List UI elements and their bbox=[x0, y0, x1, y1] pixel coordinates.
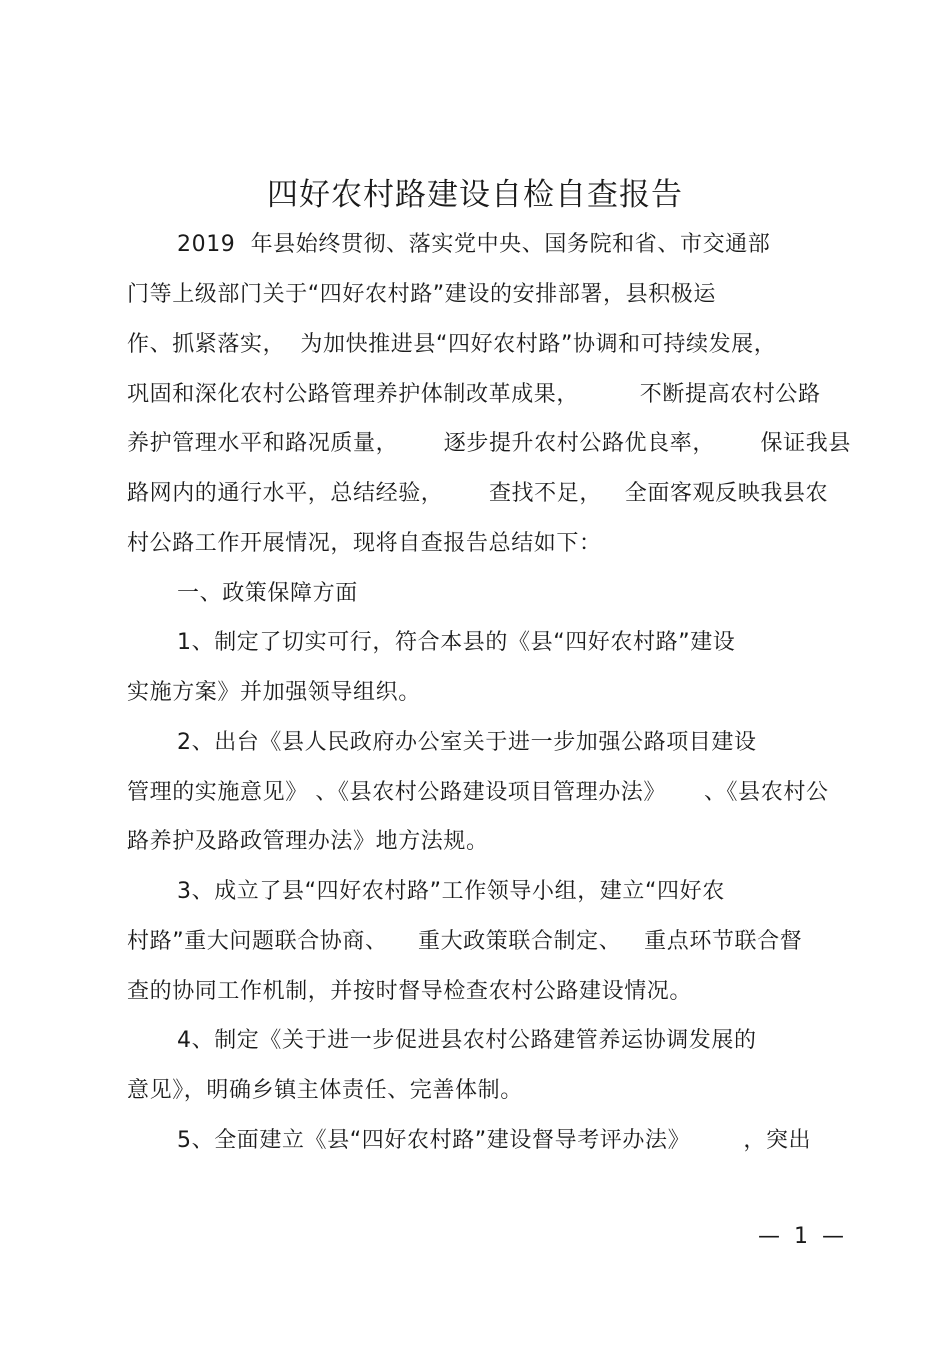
page-number: — 1 — bbox=[758, 1224, 844, 1249]
item-3-line-1: 3、成立了县“四好农村路”工作领导小组，建立“四好农 bbox=[177, 879, 725, 904]
intro-line-4: 巩固和深化农村公路管理养护体制改革成果， 不断提高农村公路 bbox=[127, 382, 821, 407]
item-3-line-2: 村路”重大问题联合协商、 重大政策联合制定、 重点环节联合督 bbox=[127, 929, 803, 954]
item-2-line-1: 2、出台《县人民政府办公室关于进一步加强公路项目建设 bbox=[177, 730, 757, 755]
intro-line-6: 路网内的通行水平，总结经验， 查找不足， 全面客观反映我县农 bbox=[127, 481, 829, 506]
item-3-line-3: 查的协同工作机制，并按时督导检查农村公路建设情况。 bbox=[127, 979, 693, 1004]
item-2-line-2: 管理的实施意见》 、《县农村公路建设项目管理办法》 、《县农村公 bbox=[127, 780, 829, 805]
item-2-line-3: 路养护及路政管理办法》地方法规。 bbox=[127, 829, 489, 854]
item-4-line-1: 4、制定《关于进一步促进县农村公路建管养运协调发展的 bbox=[177, 1028, 757, 1053]
intro-line-7: 村公路工作开展情况，现将自查报告总结如下： bbox=[127, 531, 602, 556]
item-1-line-1: 1、制定了切实可行，符合本县的《县“四好农村路”建设 bbox=[177, 630, 736, 655]
intro-line-1: 2019 年县始终贯彻、落实党中央、国务院和省、市交通部 bbox=[177, 232, 771, 257]
item-4-line-2: 意见》，明确乡镇主体责任、完善体制。 bbox=[127, 1078, 523, 1103]
intro-line-5: 养护管理水平和路况质量， 逐步提升农村公路优良率， 保证我县 bbox=[127, 431, 851, 456]
item-5-line-1: 5、全面建立《县“四好农村路”建设督导考评办法》 ，突出 bbox=[177, 1128, 812, 1153]
document-title: 四好农村路建设自检自查报告 bbox=[267, 177, 683, 213]
item-1-line-2: 实施方案》并加强领导组织。 bbox=[127, 680, 421, 705]
intro-line-2: 门等上级部门关于“四好农村路”建设的安排部署，县积极运 bbox=[127, 282, 716, 307]
section-heading: 一、政策保障方面 bbox=[177, 581, 358, 606]
intro-line-3: 作、抓紧落实， 为加快推进县“四好农村路”协调和可持续发展， bbox=[127, 332, 777, 357]
